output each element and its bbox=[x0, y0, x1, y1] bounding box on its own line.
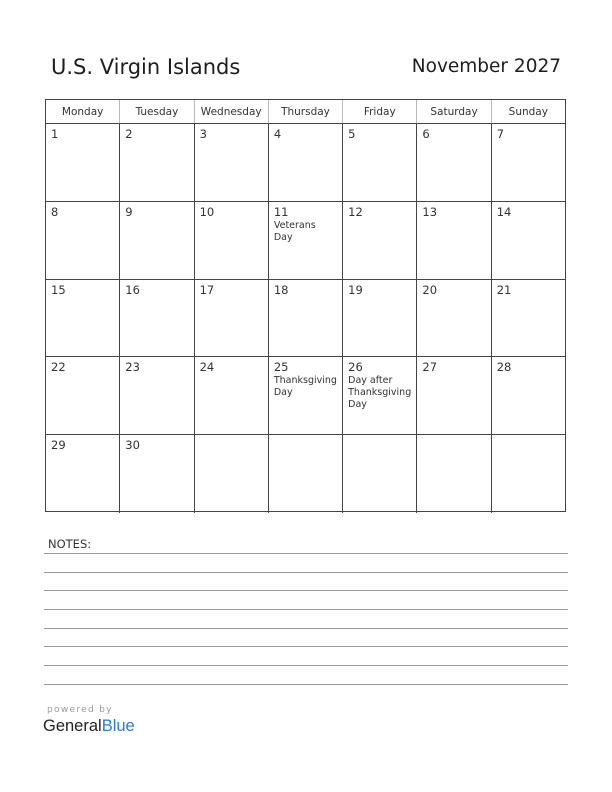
calendar-weeks bbox=[46, 124, 565, 513]
note-line bbox=[44, 684, 568, 685]
day-number: 27 bbox=[422, 360, 438, 375]
brand-logo-blue: Blue bbox=[101, 717, 135, 735]
weekday-header-row bbox=[46, 100, 565, 124]
calendar-day-cell bbox=[119, 280, 193, 357]
day-number: 6 bbox=[422, 127, 430, 141]
calendar-week-row bbox=[46, 202, 565, 280]
day-number: 23 bbox=[125, 360, 140, 375]
calendar-day-cell bbox=[119, 202, 193, 279]
calendar-day-cell bbox=[268, 124, 342, 201]
day-number: 20 bbox=[422, 282, 438, 297]
brand-logo-general: General bbox=[43, 717, 102, 735]
calendar-day-cell bbox=[194, 435, 268, 513]
weekday-header: Wednesday bbox=[194, 100, 268, 123]
powered-by-label: powered by bbox=[47, 705, 113, 715]
calendar-day-cell bbox=[268, 280, 342, 357]
day-number: 8 bbox=[51, 204, 59, 219]
calendar-day-cell bbox=[491, 124, 565, 201]
day-number: 15 bbox=[51, 282, 66, 297]
weekday-header: Saturday bbox=[416, 100, 490, 123]
day-number: 21 bbox=[496, 282, 512, 297]
day-number: 14 bbox=[496, 204, 512, 219]
calendar-day-cell bbox=[342, 280, 416, 357]
calendar-day-cell bbox=[342, 357, 416, 434]
day-number: 16 bbox=[125, 282, 140, 297]
calendar-day-cell bbox=[194, 357, 268, 434]
calendar-day-cell bbox=[342, 435, 416, 513]
day-number: 19 bbox=[348, 282, 363, 297]
calendar-day-cell bbox=[491, 280, 565, 357]
calendar-day-cell bbox=[491, 357, 565, 434]
calendar-region-title: U.S. Virgin Islands bbox=[51, 55, 241, 79]
calendar-day-cell bbox=[416, 124, 490, 201]
weekday-header: Tuesday bbox=[119, 100, 193, 123]
day-number: 11 bbox=[273, 204, 289, 219]
weekday-header: Friday bbox=[342, 100, 416, 123]
note-line bbox=[44, 628, 568, 629]
weekday-header: Sunday bbox=[491, 100, 565, 123]
calendar-day-cell bbox=[268, 202, 342, 279]
calendar-day-cell bbox=[268, 357, 342, 434]
day-number: 25 bbox=[273, 360, 289, 375]
day-number: 24 bbox=[199, 360, 215, 375]
note-line bbox=[44, 609, 568, 610]
calendar-day-cell bbox=[491, 435, 565, 513]
day-number: 17 bbox=[199, 282, 215, 297]
calendar-week-row bbox=[46, 435, 565, 513]
day-number: 2 bbox=[125, 127, 133, 141]
calendar-day-cell bbox=[46, 357, 119, 434]
calendar-day-cell bbox=[416, 357, 490, 434]
note-line bbox=[44, 665, 568, 666]
calendar-day-cell bbox=[342, 202, 416, 279]
note-line bbox=[44, 572, 568, 573]
note-line bbox=[44, 553, 568, 554]
calendar-day-cell bbox=[194, 280, 268, 357]
day-number: 29 bbox=[51, 438, 66, 453]
day-number: 3 bbox=[199, 127, 207, 141]
day-number: 13 bbox=[422, 204, 438, 219]
calendar-day-cell bbox=[416, 435, 490, 513]
calendar-day-cell bbox=[119, 357, 193, 434]
day-number: 26 bbox=[348, 360, 363, 375]
calendar-day-cell bbox=[46, 124, 119, 201]
calendar-day-cell bbox=[194, 202, 268, 279]
holiday-label: Thanksgiving Day bbox=[273, 375, 337, 399]
holiday-label: Veterans Day bbox=[273, 219, 316, 243]
calendar-day-cell bbox=[119, 435, 193, 513]
calendar-day-cell bbox=[416, 202, 490, 279]
calendar-day-cell bbox=[46, 202, 119, 279]
day-number: 28 bbox=[496, 360, 512, 375]
calendar-day-cell bbox=[46, 280, 119, 357]
calendar-day-cell bbox=[119, 124, 193, 201]
calendar-week-row bbox=[46, 357, 565, 435]
day-number: 7 bbox=[496, 127, 505, 141]
calendar-day-cell bbox=[491, 202, 565, 279]
note-line bbox=[44, 590, 568, 591]
day-number: 10 bbox=[199, 204, 215, 219]
calendar-month-year: November 2027 bbox=[411, 56, 561, 77]
holiday-label: Day after Thanksgiving Day bbox=[348, 375, 412, 411]
calendar-day-cell bbox=[268, 435, 342, 513]
calendar-day-cell bbox=[46, 435, 119, 513]
calendar-day-cell bbox=[342, 124, 416, 201]
note-line bbox=[44, 646, 568, 647]
weekday-header: Thursday bbox=[268, 100, 342, 123]
weekday-header: Monday bbox=[61, 106, 104, 118]
calendar-day-cell bbox=[194, 124, 268, 201]
day-number: 1 bbox=[51, 127, 59, 141]
day-number: 9 bbox=[125, 204, 133, 219]
brand-logo bbox=[43, 717, 135, 736]
notes-label: NOTES: bbox=[48, 537, 92, 551]
day-number: 5 bbox=[348, 127, 356, 141]
day-number: 4 bbox=[273, 127, 282, 141]
calendar-week-row bbox=[46, 280, 565, 358]
day-number: 12 bbox=[348, 204, 363, 219]
day-number: 22 bbox=[51, 360, 66, 375]
day-number: 18 bbox=[273, 282, 289, 297]
calendar-grid bbox=[45, 99, 566, 512]
calendar-week-row bbox=[46, 124, 565, 202]
day-number: 30 bbox=[125, 438, 140, 453]
calendar-day-cell bbox=[416, 280, 490, 357]
